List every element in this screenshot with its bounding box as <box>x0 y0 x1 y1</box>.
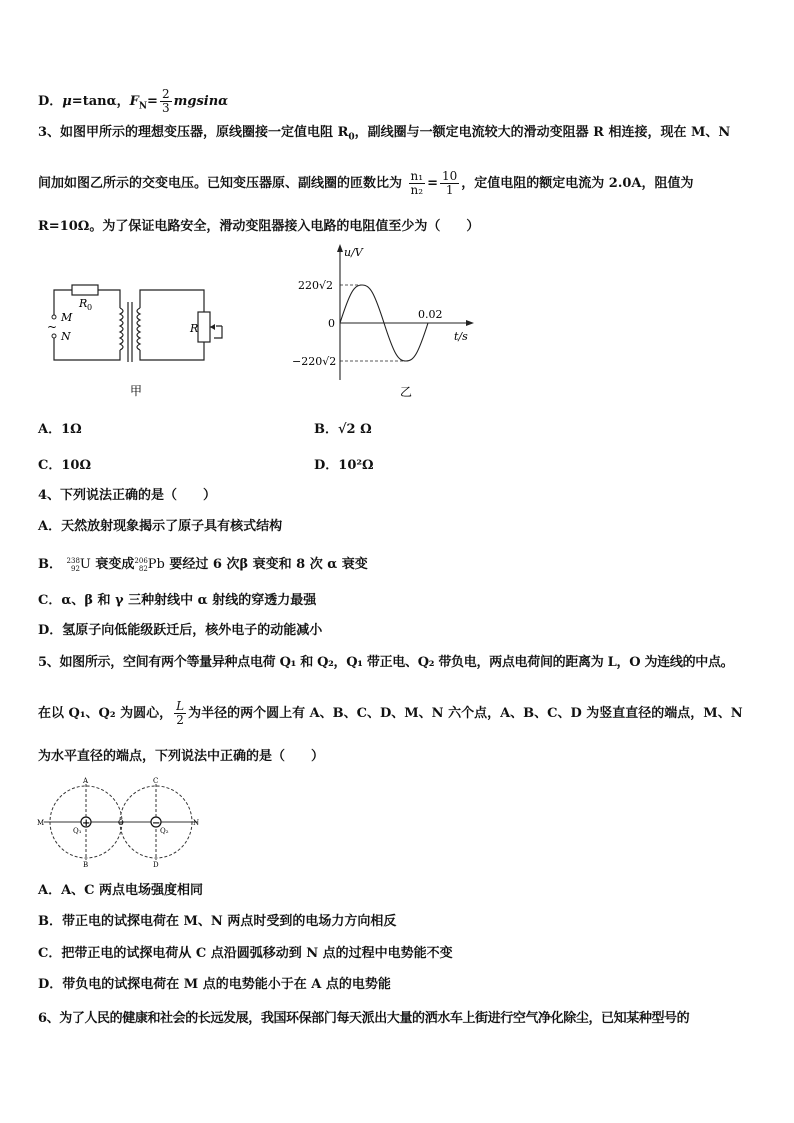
q5-line-2: 在以 Q₁、Q₂ 为圆心， $\frac{L}{2}$ 为半径的两个圆上有 A、B、C、D、M、N 六个点，A、B、C、D 为竖直直径的端点，M、N <box>38 699 743 727</box>
ymax-label: 220√2 <box>298 279 334 292</box>
q5-option-a[interactable]: A．A、C 两点电场强度相同 <box>38 883 204 898</box>
q1-label: Q₁ <box>73 827 82 835</box>
q3-line-3: R=10Ω。为了保证电路安全，滑动变阻器接入电路的电阻值至少为（ ） <box>38 219 480 234</box>
ten-to-one-fraction: $\frac{10}{1}$ <box>442 169 458 197</box>
q3-line-1: 3、如图甲所示的理想变压器，原线圈接一定值电阻 $R_0$，副线圈与一额定电流较大的滑动变阻器 R 相连接，现在 M、N <box>38 125 731 143</box>
point-a-label: A <box>83 777 89 785</box>
terminal-n-label: N <box>61 330 71 343</box>
fraction-two-thirds: $\frac{2}{3}$ <box>161 87 170 115</box>
figure-jia-caption: 甲 <box>130 384 143 398</box>
voltage-waveform-figure <box>288 242 488 402</box>
q5-option-b[interactable]: B．带正电的试探电荷在 M、N 两点时受到的电场力方向相反 <box>38 914 397 929</box>
two-charges-figure <box>36 776 206 868</box>
q5-option-d[interactable]: D．带负电的试探电荷在 M 点的电势能小于在 A 点的电势能 <box>38 977 391 992</box>
rheostat-r-label: R <box>190 322 199 335</box>
q5-line-3: 为水平直径的端点，下列说法中正确的是（ ） <box>38 749 325 764</box>
point-d-label: D <box>153 861 159 868</box>
positive-charge-symbol: + <box>82 818 91 829</box>
x-axis-label: t/s <box>454 330 468 343</box>
q3-option-a[interactable]: A．1Ω <box>38 422 82 437</box>
t-period-label: 0.02 <box>418 308 443 321</box>
q4-stem: 4、下列说法正确的是（ ） <box>38 488 217 503</box>
q3-line-2: 间加如图乙所示的交变电压。已知变压器原、副线圈的匝数比为 $\frac{\text{n₁}}{\text{n₂}}$ = $\frac{10}{1}$ ，定值电阻的额定电流为 2.0A，阻值为 <box>38 169 694 197</box>
q6-line-1: 6、为了人民的健康和社会的长远发展，我国环保部门每天派出大量的洒水车上街进行空气净化除尘，已知某种型号的 <box>38 1011 690 1026</box>
negative-charge-symbol: − <box>152 818 161 829</box>
q3-option-c[interactable]: C．10Ω <box>38 458 92 473</box>
prev-option-d: D．μ=tanα，$F_N=$ $\frac{2}{3}$ mgsinα <box>38 87 229 115</box>
point-b-label: B <box>83 861 89 868</box>
origin-label: 0 <box>328 317 335 330</box>
q3-option-b[interactable]: B．√2 Ω <box>314 422 372 437</box>
r0-subscript: 0 <box>87 303 93 312</box>
q4-option-a[interactable]: A．天然放射现象揭示了原子具有核式结构 <box>38 519 283 534</box>
turns-ratio-fraction: $\frac{\text{n₁}}{\text{n₂}}$ <box>410 169 424 197</box>
point-o-label: O <box>118 819 124 827</box>
ac-tilde-symbol: ~ <box>47 320 58 334</box>
point-c-label: C <box>153 777 159 785</box>
q4-option-c[interactable]: C．α、β 和 γ 三种射线中 α 射线的穿透力最强 <box>38 593 317 608</box>
q3-option-d[interactable]: D．10²Ω <box>314 458 374 473</box>
terminal-m-label: M <box>61 311 73 324</box>
ymin-label: −220√2 <box>292 355 337 368</box>
q4-option-b[interactable]: B． 238 92 U 衰变成 206 82 Pb 要经过 6 次β 衰变和 8 次 α 衰变 <box>38 556 368 573</box>
point-n-label: N <box>193 819 200 827</box>
q2-label: Q₂ <box>160 827 169 835</box>
q5-line-1: 5、如图所示，空间有两个等量异种点电荷 Q₁ 和 Q₂，Q₁ 带正电、Q₂ 带负电，两点电荷间的距离为 L，O 为连线的中点。 <box>38 655 734 670</box>
point-m-label: M <box>37 819 45 827</box>
y-axis-label: u/V <box>344 246 363 259</box>
q4-option-d[interactable]: D．氢原子向低能级跃迁后，核外电子的动能减小 <box>38 623 323 638</box>
transformer-circuit-figure <box>44 280 234 400</box>
q5-option-c[interactable]: C．把带正电的试探电荷从 C 点沿圆弧移动到 N 点的过程中电势能不变 <box>38 946 453 961</box>
half-l-fraction: $\frac{L}{2}$ <box>176 699 185 727</box>
figure-yi-caption: 乙 <box>400 385 413 399</box>
r0-label: R <box>79 297 88 310</box>
